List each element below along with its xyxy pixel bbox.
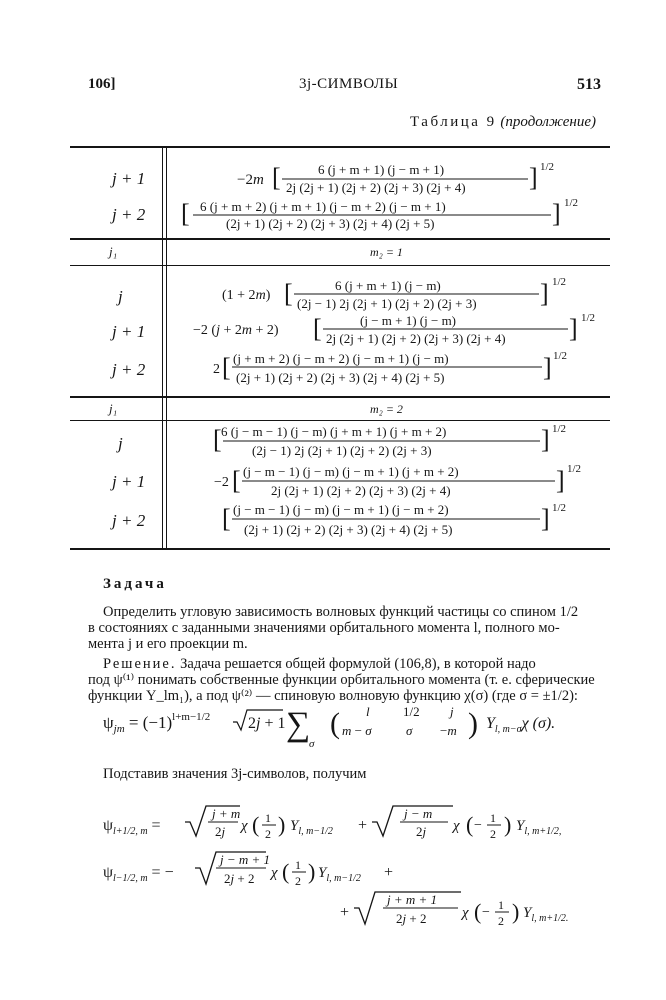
svg-text:): ) <box>512 899 520 924</box>
row-label-ms1-2: j + 1 <box>112 322 146 341</box>
svg-text:[: [ <box>232 466 241 495</box>
svg-text:ψl+1/2, m =: $\psi_{l+1/2, m}$ = <box>103 817 161 837</box>
svg-text:]: ] <box>569 314 578 343</box>
svg-text:−2: −2 <box>214 475 229 490</box>
svg-text:2j + 2: 2j + 2 <box>224 871 255 886</box>
svg-text:[: [ <box>284 279 293 308</box>
svg-text:j + m: j + m <box>212 806 241 821</box>
svg-text:]: ] <box>529 163 538 192</box>
svg-text:−2 (j + 2m + 2): −2 (j + 2m + 2) <box>193 323 279 338</box>
solution-line-3: функции Y_lm₁), а под ψ⁽²⁾ — спиновую волновую функцию χ(σ) (где σ = ±1/2): <box>88 688 578 704</box>
svg-text:]: ] <box>556 466 565 495</box>
svg-text:+: + <box>384 864 394 881</box>
svg-text:[: [ <box>313 314 322 343</box>
problem-heading: Задача <box>103 576 167 592</box>
svg-text:(1 + 2m): (1 + 2m) <box>222 288 271 303</box>
block-header-ms2: m₂ = 2 <box>370 402 403 416</box>
svg-text:σ: σ <box>406 723 413 738</box>
svg-text:]: ] <box>541 425 550 454</box>
svg-text:(j − m − 1) (j − m) (j − m + 1: (j − m − 1) (j − m) (j − m + 1) (j − m + 2) <box>233 502 449 517</box>
svg-text:(2j + 1) (2j + 2) (2j + 3) (2j: (2j + 1) (2j + 2) (2j + 3) (2j + 4) (2j + 5) <box>226 216 435 231</box>
row-label-top-2: j + 2 <box>112 205 146 224</box>
svg-text:(: ( <box>466 812 474 837</box>
row-label-top-1: j + 1 <box>112 169 146 188</box>
equation-psi-jm <box>103 704 555 750</box>
svg-text:[: [ <box>213 425 222 454</box>
row-label-ms2-2: j + 1 <box>112 472 146 491</box>
svg-text:): ) <box>468 707 478 740</box>
block-header-ms1: m₂ = 1 <box>370 245 403 259</box>
svg-text:6 (j + m + 1) (j − m + 1): 6 (j + m + 1) (j − m + 1) <box>318 162 445 177</box>
svg-text:χ: χ <box>271 865 278 881</box>
svg-text:σ: σ <box>309 738 315 750</box>
svg-text:1: 1 <box>498 898 504 912</box>
svg-text:1/2: 1/2 <box>540 161 555 173</box>
svg-text:]: ] <box>543 353 552 382</box>
svg-text:(j − m + 1) (j − m): (j − m + 1) (j − m) <box>360 313 457 328</box>
svg-text:−: − <box>482 905 490 920</box>
row-label-ms2-1: j <box>118 434 123 453</box>
svg-text:]: ] <box>540 279 549 308</box>
svg-text:(: ( <box>282 859 290 884</box>
problem-statement-line-3: мента j и его проекции m. <box>88 636 248 652</box>
svg-text:1/2: 1/2 <box>552 502 567 514</box>
svg-text:2j (2j + 1) (2j + 2) (2j + 3): 2j (2j + 1) (2j + 2) (2j + 3) (2j + 4) <box>326 331 506 346</box>
page-number: 513 <box>577 76 601 93</box>
svg-text:): ) <box>504 812 512 837</box>
svg-text:(j + m + 2) (j − m + 2) (j − m: (j + m + 2) (j − m + 2) (j − m + 1) (j − m) <box>233 351 449 366</box>
substitution-line: Подставив значения 3j-символов, получим <box>103 766 367 782</box>
svg-text:+: + <box>358 817 368 834</box>
svg-text:): ) <box>278 812 286 837</box>
row-label-ms1-3: j + 2 <box>112 360 146 379</box>
svg-text:(2j + 1) (2j + 2) (2j + 3) (2j: (2j + 1) (2j + 2) (2j + 3) (2j + 4) (2j + 5) <box>244 522 453 537</box>
svg-text:χ: χ <box>453 818 460 834</box>
svg-text:−m: −m <box>440 723 457 738</box>
svg-text:2: 2 <box>498 914 504 928</box>
svg-text:2j + 1: 2j + 1 <box>248 715 286 732</box>
svg-text:(2j + 1) (2j + 2) (2j + 3) (2j: (2j + 1) (2j + 2) (2j + 3) (2j + 4) (2j + 5) <box>236 370 445 385</box>
column-header-j1-b: j₁ <box>109 401 118 416</box>
svg-text:m − σ: m − σ <box>342 723 372 738</box>
svg-text:(j − m − 1) (j − m) (j − m + 1: (j − m − 1) (j − m) (j − m + 1) (j + m + 2) <box>243 464 459 479</box>
svg-text:2: 2 <box>213 362 220 377</box>
solution-label: Решение. <box>103 656 177 672</box>
section-number: 106] <box>88 76 116 92</box>
svg-text:2j + 2: 2j + 2 <box>396 911 427 926</box>
svg-text:1: 1 <box>490 811 496 825</box>
svg-text:1: 1 <box>265 811 271 825</box>
svg-text:[: [ <box>222 353 231 382</box>
svg-text:Yl, m+1/2.: $Y_{l, m+1/2.}$ <box>523 905 569 924</box>
problem-statement-line-1: Определить угловую зависимость волновых функций частицы со спином 1/2 <box>103 604 579 620</box>
solution-line-1-text: Задача решается общей формулой (106,8), в которой надо <box>180 656 536 672</box>
svg-text:1/2: 1/2 <box>552 276 567 288</box>
svg-text:[: [ <box>181 199 190 228</box>
svg-text:2j (2j + 1) (2j + 2) (2j + 3): 2j (2j + 1) (2j + 2) (2j + 3) (2j + 4) <box>286 180 466 195</box>
svg-text:Yl, m−1/2: $Y_{l, m-1/2}$ <box>290 818 333 837</box>
svg-text:(: ( <box>252 812 260 837</box>
svg-text:2: 2 <box>295 874 301 888</box>
table-caption-note: (продолжение) <box>500 114 596 130</box>
svg-text:]: ] <box>541 504 550 533</box>
svg-text:2j: 2j <box>215 824 226 839</box>
svg-text:j − m + 1: j − m + 1 <box>220 852 271 867</box>
svg-text:1/2: 1/2 <box>403 704 420 719</box>
running-title: 3j-СИМВОЛЫ <box>299 76 399 92</box>
equation-psi-l-plus <box>103 806 561 841</box>
svg-text:j + m + 1: j + m + 1 <box>387 892 438 907</box>
svg-text:Yl, m−1/2: $Y_{l, m-1/2}$ <box>318 865 361 884</box>
svg-text:[: [ <box>272 163 281 192</box>
svg-text:∑: ∑ <box>286 706 311 743</box>
svg-text:1/2: 1/2 <box>553 350 568 362</box>
svg-text:(: ( <box>330 707 340 740</box>
svg-text:2j (2j + 1) (2j + 2) (2j + 3): 2j (2j + 1) (2j + 2) (2j + 3) (2j + 4) <box>271 483 451 498</box>
svg-text:1/2: 1/2 <box>581 312 596 324</box>
table-caption-prefix: Таблица 9 <box>410 114 497 130</box>
svg-text:6 (j + m + 2) (j + m + 1) (j −: 6 (j + m + 2) (j + m + 1) (j − m + 2) (j − m + 1) <box>200 199 446 214</box>
svg-text:χ: χ <box>462 905 469 921</box>
svg-text:j: j <box>450 704 454 719</box>
svg-text:χ: χ <box>241 818 248 834</box>
equation-psi-l-minus <box>103 852 393 888</box>
svg-text:6 (j + m + 1) (j − m): 6 (j + m + 1) (j − m) <box>335 278 441 293</box>
svg-text:[: [ <box>222 504 231 533</box>
row-label-ms1-1: j <box>118 287 123 306</box>
svg-text:−2m: −2m <box>237 172 264 188</box>
svg-text:Yl, m+1/2,: $Y_{l, m+1/2,}$ <box>516 818 562 837</box>
svg-text:6 (j − m − 1) (j − m) (j + m +: 6 (j − m − 1) (j − m) (j + m + 1) (j + m + 2) <box>221 424 447 439</box>
svg-text:−: − <box>474 818 482 833</box>
column-header-j1-a: j₁ <box>109 244 118 259</box>
svg-text:2: 2 <box>490 827 496 841</box>
svg-text:(2j − 1) 2j (2j + 1) (2j + 2): (2j − 1) 2j (2j + 1) (2j + 2) (2j + 3) <box>252 443 432 458</box>
row-label-ms2-3: j + 2 <box>112 511 146 530</box>
svg-text:j − m: j − m <box>404 806 433 821</box>
svg-text:2: 2 <box>265 827 271 841</box>
svg-text:1/2: 1/2 <box>552 423 567 435</box>
problem-statement-line-2: в состояниях с заданными значениями орбитального момента l, полного мо- <box>88 620 560 636</box>
svg-text:1/2: 1/2 <box>567 463 582 475</box>
svg-text:]: ] <box>552 199 561 228</box>
svg-text:Yl, m−σχ (σ).: $Y_{l, m-\sigma}\chi$ (σ). <box>486 715 556 735</box>
svg-text:l: l <box>366 704 370 719</box>
svg-text:ψjm = (−1)l+m−1/2: $\psi_{jm} = (-1)^{l+m-1/2}$ <box>103 711 211 735</box>
svg-text:1: 1 <box>295 858 301 872</box>
svg-text:(: ( <box>474 899 482 924</box>
svg-text:): ) <box>308 859 316 884</box>
equation-psi-l-minus-cont <box>340 892 568 928</box>
svg-text:1/2: 1/2 <box>564 197 579 209</box>
svg-text:(2j − 1) 2j (2j + 1) (2j + 2): (2j − 1) 2j (2j + 1) (2j + 2) (2j + 3) <box>297 296 477 311</box>
svg-text:+: + <box>340 904 350 921</box>
svg-text:2j: 2j <box>416 824 427 839</box>
svg-text:ψl−1/2, m = −: $\psi_{l-1/2, m}$ = − <box>103 864 174 884</box>
solution-line-2: под ψ⁽¹⁾ понимать собственные функции орбитального момента (т. е. сферические <box>88 672 595 688</box>
